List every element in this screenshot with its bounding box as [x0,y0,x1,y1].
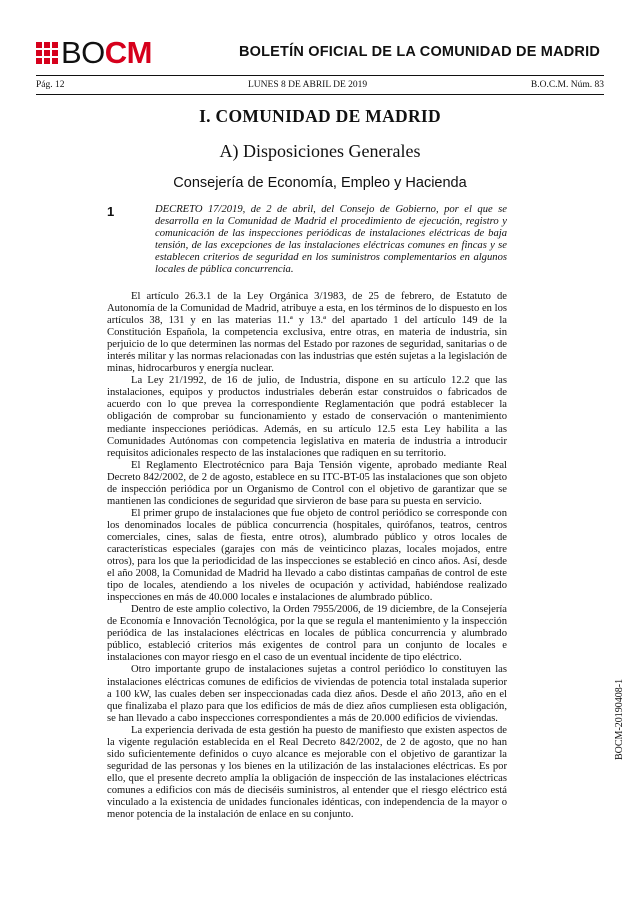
department-heading: Consejería de Economía, Empleo y Hacienda [173,175,467,191]
document-code: BOCM-20190408-1 [614,678,625,760]
decree-title: DECRETO 17/2019, de 2 de abril, del Consejo de Gobierno, por el que se desarrolla en la Comunidad de Madrid el procedimiento de ejecución, registro y comunicación de las inspecciones periódicas de instalaciones eléctricas de baja tensión, de las excepciones de las instalaciones eléctricas comunes en fincas y se establecen criterios de seguridad en los suministros complementarios en algunos locales de pública concurrencia. [155,204,507,275]
page-number: Pág. 12 [36,80,65,90]
paragraph: El primer grupo de instalaciones que fue objeto de control periódico se corresponde con los denominados locales de pública concurrencia (hospitales, quirófanos, teatros, centros comerciales, cines, salas de fiesta, entre otros), alumbrado público y otros locales de características especiales (garajes con más de veinticinco plazas, locales mojados, entre otros), para los que la periodicidad de las inspecciones se estableció en cinco años. Así, desde el año 2008, la Comunidad de Madrid ha llevado a cabo distintas campañas de control de este tipo de locales, atendiendo a los niveles de ocupación y actividad, habiéndose realizado inspecciones en más de 40.000 locales e instalaciones de alumbrado público. [107,507,507,604]
section-heading: I. COMUNIDAD DE MADRID [199,106,441,126]
paragraph: El Reglamento Electrotécnico para Baja Tensión vigente, aprobado mediante Real Decreto 842/2002, de 2 de agosto, establece en su ITC-BT-05 las instalaciones que son objeto de inspección periódica por un Organismo de Control con el objetivo de garantizar que se mantienen las condiciones de seguridad que sirvieron de base para su puesta en servicio. [107,459,507,507]
paragraph: La experiencia derivada de esta gestión ha puesto de manifiesto que existen aspectos de la vigente regulación establecida en el Real Decreto 842/2002, de 2 de agosto, que no han sido suficientemente definidos o cuyo alcance es mejorable con el objetivo de garantizar la seguridad de las personas y los bienes en la utilización de las instalaciones eléctricas. Es por ello, que el presente decreto amplía la obligación de inspección de las instalaciones eléctricas comunes a edificios con más de dieciséis suministros, al entender que el riesgo eléctrico está vinculado a la existencia de unidades funcionales idénticas, con independencia de la mayor o menor potencia de la instalación de enlace en su conjunto. [107,724,507,821]
logo-wordmark: BOCM [61,35,153,70]
header-rule-bottom [36,94,604,95]
subsection-heading: A) Disposiciones Generales [219,141,421,161]
issue-number: B.O.C.M. Núm. 83 [530,80,604,90]
header-rule-top [36,75,604,76]
paragraph: Otro importante grupo de instalaciones sujetas a control periódico lo constituyen las instalaciones eléctricas comunes de edificios de viviendas de potencia total instalada superior a 100 kW, las cuales deben ser inspeccionadas cada diez años. Desde el año 2013, año en el que finalizaba el plazo para que los edificios de más de diez años cumpliesen esta obligación, se han llevado a cabo inspecciones correspondientes a más de 20.000 edificios de viviendas. [107,664,507,724]
paragraph: La Ley 21/1992, de 16 de julio, de Industria, dispone en su artículo 12.2 que las instalaciones, equipos y productos industriales deberán estar construidos o fabricados de acuerdo con lo que prevea la correspondiente Reglamentación que podrá establecer la obligación de comprobar su funcionamiento y estado de conservación o mantenimiento mediante inspecciones periódicas. Además, en su artículo 12.5 esta Ley habilita a las Comunidades Autónomas con competencia legislativa en materia de industria a introducir requisitos adicionales respecto de las instalaciones que radiquen en su territorio. [107,375,507,459]
paragraph: Dentro de este amplio colectivo, la Orden 7955/2006, de 19 diciembre, de la Consejería de Economía e Innovación Tecnológica, por la que se regula el mantenimiento y la inspección periódica de las instalaciones eléctricas en locales de pública concurrencia y alumbrado público, estableció criterios más exigentes de control para un conjunto de locales e instalaciones con mayor riesgo en el caso de un eventual incidente de tipo eléctrico. [107,604,507,664]
bocm-logo [36,35,153,70]
item-number: 1 [107,204,115,219]
issue-date: LUNES 8 DE ABRIL DE 2019 [248,80,368,90]
paragraph: El artículo 26.3.1 de la Ley Orgánica 3/1983, de 25 de febrero, de Estatuto de Autonomía de la Comunidad de Madrid, atribuye a esta, en los términos de lo dispuesto en los artículos 38, 131 y en las materias 11.ª y 13.ª del apartado 1 del artículo 149 de la Constitución Española, la competencia exclusiva, entre otras, en materia de industria, sin perjuicio de lo que determinen las normas del Estado por razones de seguridad, sanitarias o de interés militar y las normas relacionadas con las industrias que estén sujetas a la legislación de minas, hidrocarburos y energía nuclear. [107,291,507,375]
body-text [107,291,507,821]
masthead-title: BOLETÍN OFICIAL DE LA COMUNIDAD DE MADRID [238,44,600,60]
madrid-stars-icon [36,42,58,64]
